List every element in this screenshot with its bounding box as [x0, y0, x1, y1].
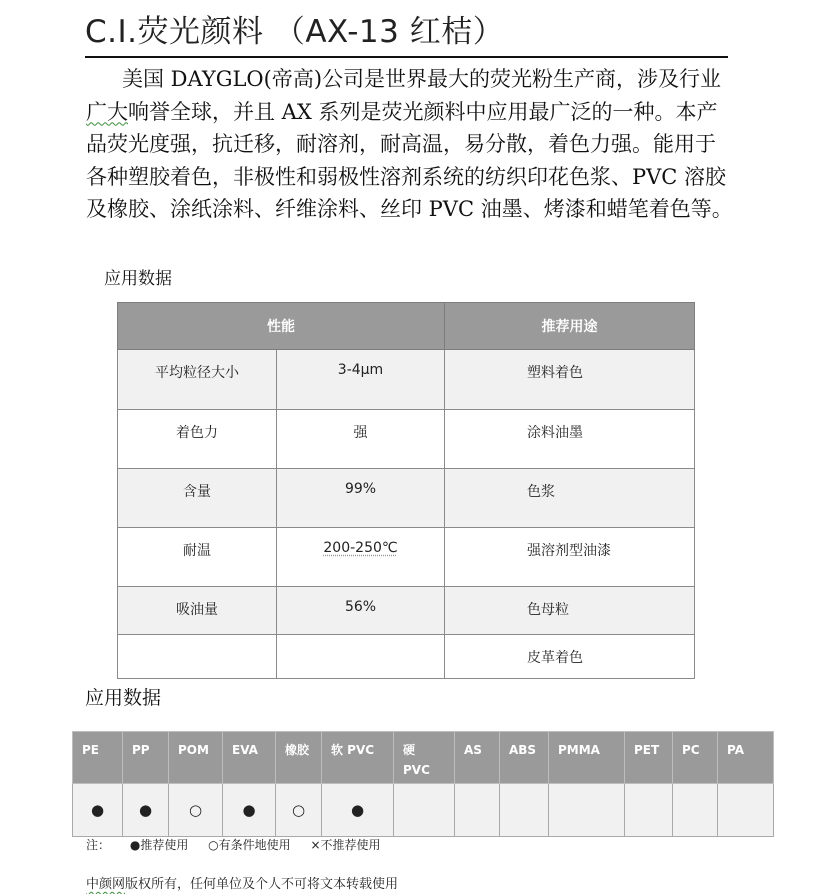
compat-mark	[673, 784, 718, 837]
compat-mark	[455, 784, 500, 837]
title-underline	[85, 56, 728, 58]
compat-mark: ●	[223, 784, 276, 837]
resin-header: 软 PVC	[322, 732, 394, 784]
property-value	[277, 635, 445, 679]
resin-header: 硬 PVC	[394, 732, 455, 784]
resin-header: PC	[673, 732, 718, 784]
compat-mark	[549, 784, 625, 837]
resin-header: PE	[73, 732, 123, 784]
recommended-use: 塑料着色	[445, 350, 695, 410]
compat-mark: ○	[276, 784, 322, 837]
intro-text-1: 美国 DAYGLO(帝高)公司是世界最大的荧光粉生产商，涉及行业	[122, 67, 722, 91]
legend-prefix: 注：	[86, 838, 111, 852]
intro-paragraph	[86, 63, 736, 226]
property-name: 着色力	[118, 410, 277, 469]
compat-header-row	[73, 732, 774, 784]
legend-note	[86, 836, 397, 853]
compat-mark: ●	[123, 784, 169, 837]
compat-mark	[394, 784, 455, 837]
resin-header: PA	[718, 732, 774, 784]
copyright-notice	[86, 873, 398, 892]
property-name: 含量	[118, 469, 277, 528]
property-name: 平均粒径大小	[118, 350, 277, 410]
table-row	[118, 587, 695, 635]
recommended-use: 色浆	[445, 469, 695, 528]
property-name	[118, 635, 277, 679]
page-title: C.I.荧光颜料 （AX-13 红桔）	[85, 14, 505, 50]
legend-not-recommended: ×不推荐使用	[310, 838, 381, 852]
recommended-use: 皮革着色	[445, 635, 695, 679]
resin-header: AS	[455, 732, 500, 784]
resin-header: PET	[625, 732, 673, 784]
compat-mark: ○	[169, 784, 223, 837]
table-row	[118, 528, 695, 587]
table-row	[118, 350, 695, 410]
table-row	[118, 410, 695, 469]
compat-mark	[718, 784, 774, 837]
table-row	[118, 635, 695, 679]
property-value-cell	[277, 528, 445, 587]
compat-mark	[500, 784, 549, 837]
property-value: 3-4μm	[277, 350, 445, 410]
recommended-use: 色母粒	[445, 587, 695, 635]
resin-header: POM	[169, 732, 223, 784]
recommended-use: 涂料油墨	[445, 410, 695, 469]
compat-mark	[625, 784, 673, 837]
compat-marks-row	[73, 784, 774, 837]
compat-mark: ●	[322, 784, 394, 837]
section-title-application-data-2: 应用数据	[85, 687, 162, 709]
property-value: 56%	[277, 587, 445, 635]
copyright-text: 版权所有，任何单位及个人不可将文本转载使用	[125, 877, 399, 892]
property-name: 耐温	[118, 528, 277, 587]
resin-header: PP	[123, 732, 169, 784]
properties-header-row	[118, 303, 695, 350]
legend-conditional: ○有条件地使用	[208, 838, 291, 852]
property-value: 强	[277, 410, 445, 469]
recommended-use: 强溶剂型油漆	[445, 528, 695, 587]
property-value: 99%	[277, 469, 445, 528]
property-name: 吸油量	[118, 587, 277, 635]
resin-header: ABS	[500, 732, 549, 784]
section-title-application-data: 应用数据	[104, 269, 172, 289]
resin-header: 橡胶	[276, 732, 322, 784]
resin-header: PMMA	[549, 732, 625, 784]
compat-mark: ●	[73, 784, 123, 837]
resin-compatibility-table	[72, 731, 774, 837]
copyright-site-name: 中颜网	[86, 877, 126, 892]
properties-table	[117, 302, 695, 679]
header-recommended-use: 推荐用途	[445, 303, 695, 350]
header-performance: 性能	[118, 303, 445, 350]
property-value: 200-250℃	[323, 540, 398, 556]
resin-header: EVA	[223, 732, 276, 784]
intro-text-2: 响誉全球，并且 AX 系列是荧光颜料中应用最广泛的一种。本产品荧光度强，抗迁移，耐溶剂，耐高温，易分散，着色力强。能用于各种塑胶着色，非极性和弱极性溶剂系统的纺织印花色浆、PVC 溶胶及橡胶、涂纸涂料、纤维涂料、丝印 PVC 油墨、烤漆和蜡笔着色等。	[86, 99, 733, 222]
legend-recommended: ●推荐使用	[129, 838, 189, 852]
spellcheck-word: 广大	[86, 99, 128, 124]
table-row	[118, 469, 695, 528]
